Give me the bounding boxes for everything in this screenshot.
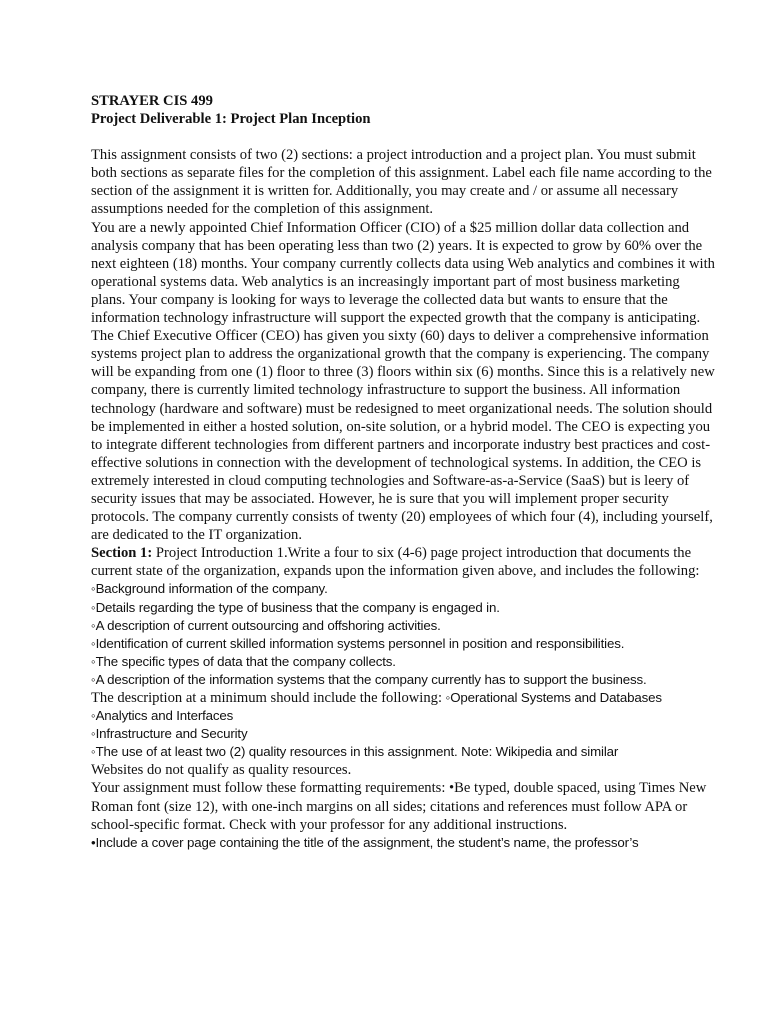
bullet-business-type: ◦Details regarding the type of business that the company is engaged in. — [91, 599, 500, 615]
resources-continuation: Websites do not qualify as quality resources. — [91, 762, 352, 779]
formatting-paragraph: Your assignment must follow these formatting requirements: •Be typed, double spaced, using Times New Roman font (size 12), with one-inch margins on all sides; citations and references must follow APA or school-specific format. Check with your professor for any additional instructions. — [91, 780, 707, 833]
deliverable-heading: Project Deliverable 1: Project Plan Inception — [91, 111, 371, 128]
bullet-outsourcing: ◦A description of current outsourcing and offshoring activities. — [91, 617, 441, 633]
section1-text: Project Introduction 1.Write a four to six (4-6) page project introduction that documents the current state of the organization, expands upon the information given above, and includes the following: — [91, 545, 700, 580]
intro-paragraph: This assignment consists of two (2) sections: a project introduction and a project plan. You must submit both sections as separate files for the completion of this assignment. Label each file name according to the section of the assignment it is written for. Additionally, you may create and / or assume all necessary assumptions needed for the completion of this assignment. — [91, 147, 712, 218]
description-minimum-line — [91, 689, 717, 707]
bullet-infrastructure: ◦Infrastructure and Security — [91, 726, 248, 742]
scenario-paragraph: You are a newly appointed Chief Information Officer (CIO) of a $25 million dollar data collection and analysis company that has been operating less than two (2) years. It is expected to grow by 60% over the next eighteen (18) months. Your company currently collects data using Web analytics and combines it with operational systems data. Web analytics is an increasingly important part of most business marketing plans. Your company is looking for ways to leverage the collected data but wants to ensure that the information technology infrastructure will support the expected growth that the company is anticipating. The Chief Executive Officer (CEO) has given you sixty (60) days to deliver a comprehensive information systems project plan to address the organizational growth that the company is experiencing. The company will be expanding from one (1) floor to three (3) floors within six (6) months. Since this is a relatively new company, there is currently limited technology infrastructure to support the business. All information technology (hardware and software) must be redesigned to meet organizational needs. The solution should be implemented in either a hosted solution, on-site solution, or a hybrid model. The CEO is expecting you to integrate different technologies from different partners and incorporate industry best practices and cost-effective solutions in connection with the development of technological systems. In addition, the CEO is extremely interested in cloud computing technologies and Software-as-a-Service (SaaS) but is leery of security issues that may be associated. However, he is sure that you will implement proper security protocols. The company currently consists of twenty (20) employees of which four (4), including yourself, are dedicated to the IT organization. — [91, 219, 715, 544]
section1-paragraph — [91, 544, 717, 598]
bullet-data-types: ◦The specific types of data that the company collects. — [91, 653, 396, 669]
document-body — [91, 92, 717, 852]
bullet-cover-page: •Include a cover page containing the title of the assignment, the student’s name, the professor’s — [91, 834, 639, 850]
description-minimum-text: The description at a minimum should include the following: — [91, 690, 446, 706]
section1-label: Section 1: — [91, 545, 153, 562]
bullet-resources: ◦The use of at least two (2) quality resources in this assignment. Note: Wikipedia and similar — [91, 744, 619, 760]
bullet-analytics: ◦Analytics and Interfaces — [91, 708, 234, 724]
spacer — [91, 128, 717, 146]
bullet-personnel: ◦Identification of current skilled information systems personnel in position and responsibilities. — [91, 635, 625, 651]
bullet-background: ◦Background information of the company. — [91, 581, 328, 597]
bullet-operational: ◦Operational Systems and Databases — [445, 690, 662, 705]
bullet-info-systems: ◦A description of the information systems that the company currently has to support the business. — [91, 671, 647, 687]
course-heading: STRAYER CIS 499 — [91, 93, 213, 109]
